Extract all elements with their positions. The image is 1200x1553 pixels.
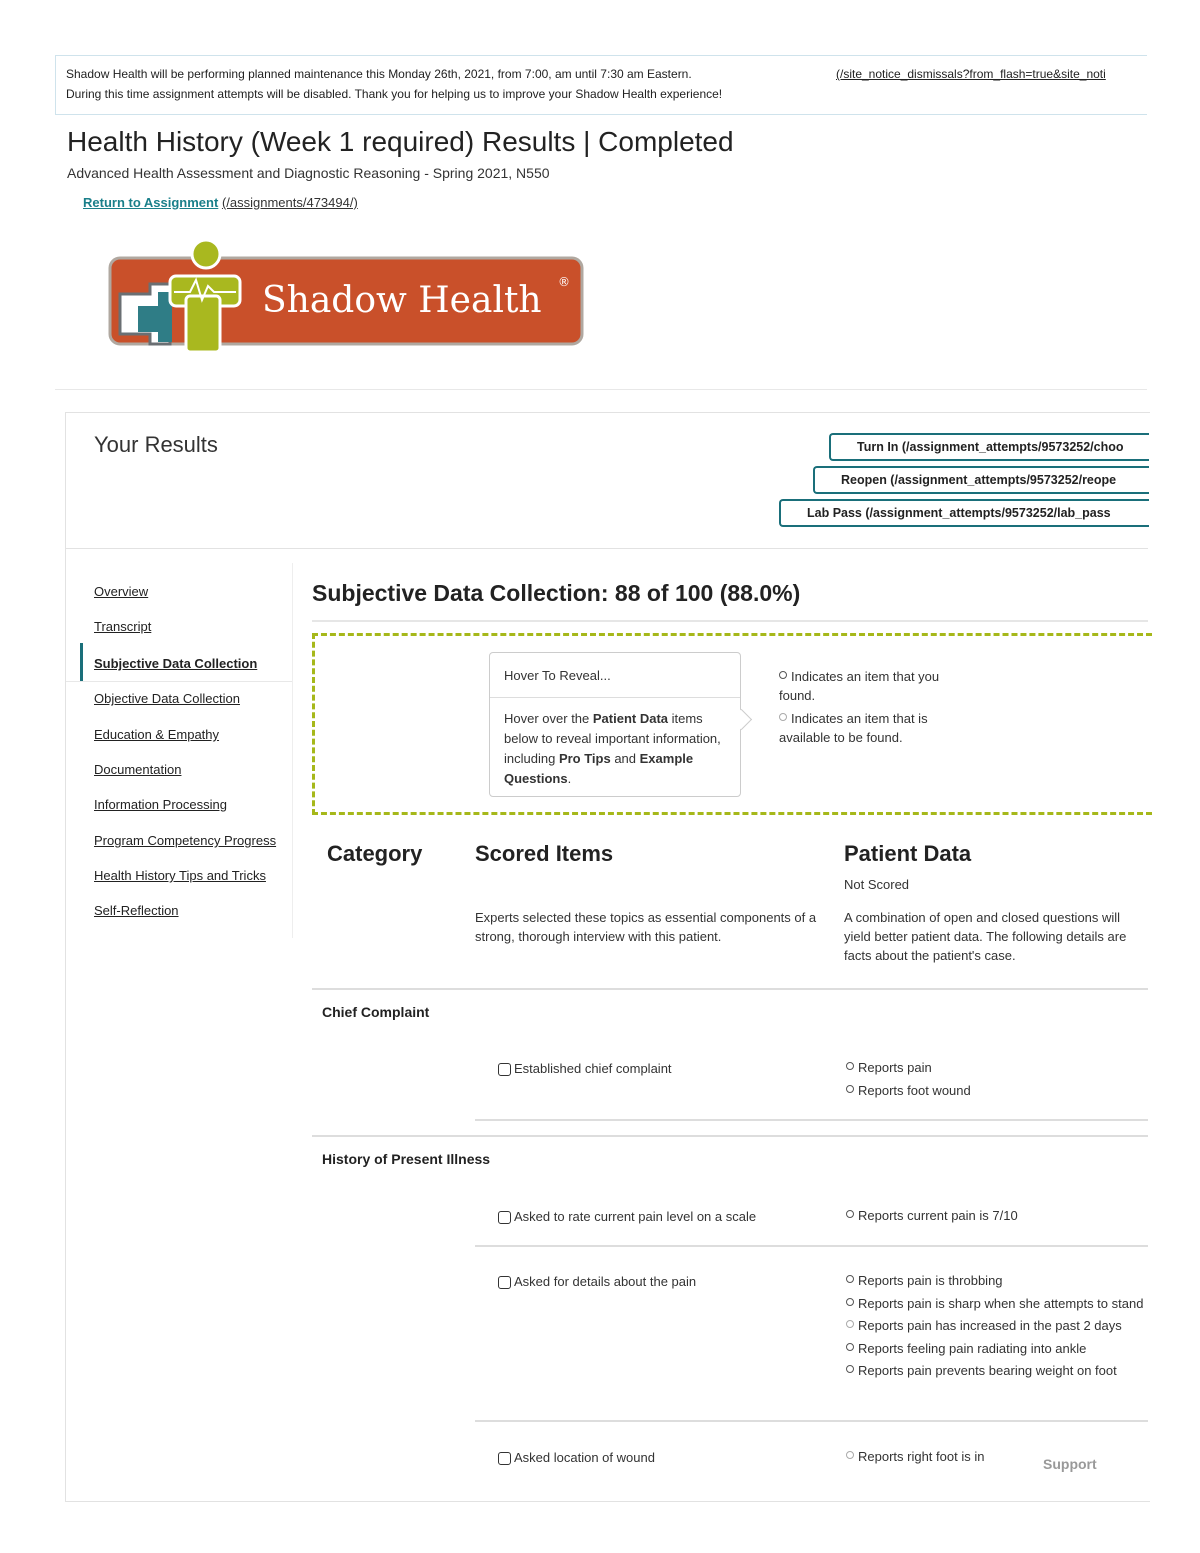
column-patient-data: Patient Data xyxy=(844,841,972,866)
nav-active-indicator xyxy=(80,643,83,681)
nav-column-border xyxy=(292,563,293,938)
notice-line-2: During this time assignment attempts will be disabled. Thank you for helping us to improve your Shadow Health experience! xyxy=(66,87,723,101)
scored-item: Asked location of wound xyxy=(498,1450,655,1465)
patient-data-item[interactable]: Reports pain is throbbing xyxy=(846,1271,1146,1291)
scored-items-description: Experts selected these topics as essential components of a strong, thorough interview with this patient. xyxy=(475,910,817,944)
found-dot-icon xyxy=(846,1085,854,1093)
patient-data-description: A combination of open and closed questions will yield better patient data. The following details are facts about the patient's case. xyxy=(844,910,1127,963)
nav-overview[interactable]: Overview xyxy=(94,584,149,599)
found-dot-icon xyxy=(846,1365,854,1373)
hover-card-rule xyxy=(490,697,740,698)
item-rule xyxy=(475,1420,1148,1422)
logo-text: Shadow Health xyxy=(262,280,542,321)
turn-in-button[interactable]: Turn In (/assignment_attempts/9573252/choo xyxy=(829,433,1149,461)
found-dot-icon xyxy=(779,671,787,679)
patient-data-item[interactable]: Reports feeling pain radiating into ankle xyxy=(846,1339,1146,1359)
patient-data-list xyxy=(846,1447,1146,1470)
scored-item: Asked for details about the pain xyxy=(498,1274,696,1289)
nav-separator xyxy=(66,681,292,682)
hover-card-title: Hover To Reveal... xyxy=(504,668,611,683)
logo-registered: ® xyxy=(558,275,570,289)
item-rule xyxy=(475,1119,1148,1121)
nav-health-history-tips[interactable]: Health History Tips and Tricks xyxy=(94,868,266,883)
your-results-heading: Your Results xyxy=(94,432,218,457)
patient-data-item[interactable]: Reports foot wound xyxy=(846,1081,1146,1101)
notice-dismiss-link[interactable]: (/site_notice_dismissals?from_flash=true&site_noti xyxy=(836,67,1106,81)
found-dot-icon xyxy=(846,1298,854,1306)
category-rule xyxy=(312,1135,1148,1137)
nav-information-processing[interactable]: Information Processing xyxy=(94,797,227,812)
shadow-health-logo xyxy=(108,236,586,369)
nav-transcript[interactable]: Transcript xyxy=(94,619,152,634)
hover-card-body: Hover over the Patient Data items below to reveal important information, including Pro Tips and Example Questions. xyxy=(504,711,721,786)
section-title-rule xyxy=(312,620,1148,622)
column-category: Category xyxy=(327,841,423,866)
found-dot-icon xyxy=(846,1275,854,1283)
reopen-button[interactable]: Reopen (/assignment_attempts/9573252/reope xyxy=(813,466,1149,494)
return-link[interactable]: Return to Assignment xyxy=(83,195,219,210)
found-dot-icon xyxy=(846,1062,854,1070)
checkbox-icon xyxy=(498,1063,511,1076)
patient-data-list xyxy=(846,1058,1146,1103)
available-dot-icon xyxy=(846,1451,854,1459)
nav-objective-data-collection[interactable]: Objective Data Collection xyxy=(94,691,240,706)
not-scored-label: Not Scored xyxy=(844,877,910,892)
available-dot-icon xyxy=(846,1320,854,1328)
patient-data-list xyxy=(846,1206,1146,1229)
course-subtitle: Advanced Health Assessment and Diagnostic Reasoning - Spring 2021, N550 xyxy=(67,165,550,181)
legend-available: Indicates an item that is available to be found. xyxy=(779,711,928,745)
header-divider xyxy=(55,389,1147,390)
lab-pass-button[interactable]: Lab Pass (/assignment_attempts/9573252/lab_pass xyxy=(779,499,1149,527)
nav-program-competency-progress[interactable]: Program Competency Progress xyxy=(94,833,277,848)
found-dot-icon xyxy=(846,1210,854,1218)
notice-line-1: Shadow Health will be performing planned maintenance this Monday 26th, 2021, from 7:00, am until 7:30 am Eastern. xyxy=(66,67,692,81)
patient-data-item[interactable]: Reports pain has increased in the past 2 days xyxy=(846,1316,1146,1336)
category-history-present-illness: History of Present Illness xyxy=(322,1151,491,1167)
column-scored-items: Scored Items xyxy=(475,841,614,866)
return-to-assignment[interactable] xyxy=(83,195,358,210)
category-rule xyxy=(312,988,1148,990)
section-title: Subjective Data Collection: 88 of 100 (88.0%) xyxy=(312,580,801,606)
patient-data-item[interactable]: Reports pain xyxy=(846,1058,1146,1078)
page-title: Health History (Week 1 required) Results | Completed xyxy=(67,126,734,157)
return-path[interactable]: (/assignments/473494/) xyxy=(221,195,358,210)
checkbox-icon xyxy=(498,1276,511,1289)
support-button[interactable]: Support xyxy=(1043,1456,1097,1472)
maintenance-notice xyxy=(55,55,1147,115)
scored-item: Established chief complaint xyxy=(498,1061,672,1076)
found-dot-icon xyxy=(846,1343,854,1351)
patient-data-item[interactable]: Reports pain prevents bearing weight on foot xyxy=(846,1361,1146,1381)
checkbox-icon xyxy=(498,1211,511,1224)
nav-documentation[interactable]: Documentation xyxy=(94,762,182,777)
patient-data-item[interactable]: Reports right foot is in xyxy=(846,1447,1146,1467)
scored-item: Asked to rate current pain level on a scale xyxy=(498,1209,756,1224)
card-divider xyxy=(66,548,1148,549)
category-chief-complaint: Chief Complaint xyxy=(322,1004,430,1020)
checkbox-icon xyxy=(498,1452,511,1465)
nav-self-reflection[interactable]: Self-Reflection xyxy=(94,903,179,918)
item-rule xyxy=(475,1245,1148,1247)
patient-data-item[interactable]: Reports current pain is 7/10 xyxy=(846,1206,1146,1226)
available-dot-icon xyxy=(779,713,787,721)
legend-found: Indicates an item that you found. xyxy=(779,669,940,703)
patient-data-list xyxy=(846,1271,1146,1384)
patient-data-item[interactable]: Reports pain is sharp when she attempts to stand xyxy=(846,1294,1146,1314)
nav-subjective-data-collection[interactable]: Subjective Data Collection xyxy=(94,656,258,671)
nav-education-empathy[interactable]: Education & Empathy xyxy=(94,727,220,742)
